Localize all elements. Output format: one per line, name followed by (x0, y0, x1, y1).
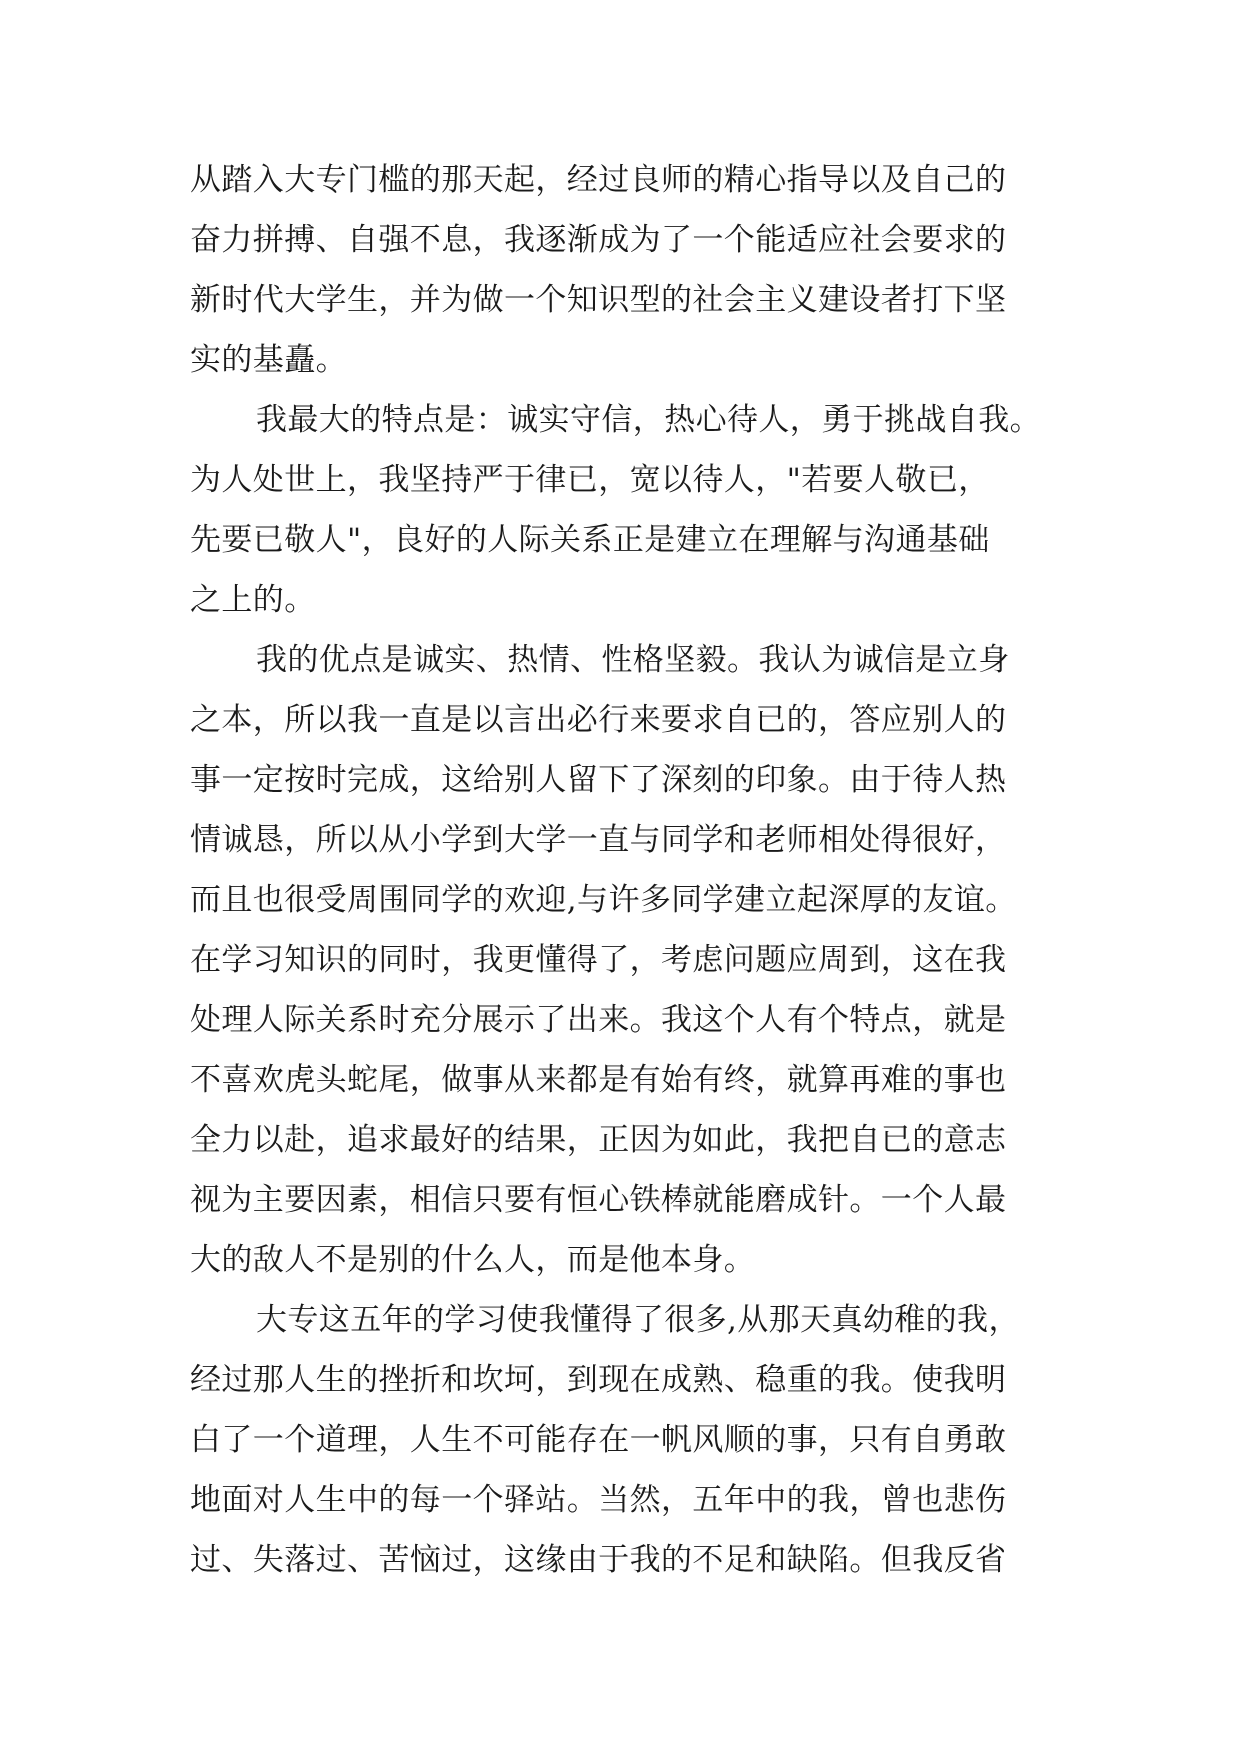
text-line: 之上的。 (190, 582, 316, 618)
document-body (190, 150, 1050, 1590)
text-line: 新时代大学生，并为做一个知识型的社会主义建设者打下坚 (190, 282, 1007, 318)
text-line: 而且也很受周围同学的欢迎,与许多同学建立起深厚的友谊。 (190, 882, 1017, 918)
text-line: 视为主要因素，相信只要有恒心铁棒就能磨成针。一个人最 (190, 1182, 1007, 1218)
text-line: 地面对人生中的每一个驿站。当然，五年中的我，曾也悲伤 (190, 1482, 1007, 1518)
text-line: 我最大的特点是：诚实守信，热心待人，勇于挑战自我。 (256, 402, 1041, 438)
text-line: 在学习知识的同时，我更懂得了，考虑问题应周到，这在我 (190, 942, 1007, 978)
text-line: 先要已敬人"，良好的人际关系正是建立在理解与沟通基础 (190, 522, 990, 558)
text-line: 过、失落过、苦恼过，这缘由于我的不足和缺陷。但我反省 (190, 1542, 1007, 1578)
paragraph-2 (190, 390, 1050, 630)
text-line: 不喜欢虎头蛇尾，做事从来都是有始有终，就算再难的事也 (190, 1062, 1007, 1098)
text-line: 情诚恳，所以从小学到大学一直与同学和老师相处得很好， (190, 822, 1007, 858)
paragraph-4 (190, 1290, 1050, 1590)
text-line: 实的基矗。 (190, 342, 347, 378)
text-line: 从踏入大专门槛的那天起，经过良师的精心指导以及自己的 (190, 162, 1007, 198)
text-line: 之本，所以我一直是以言出必行来要求自已的，答应别人的 (190, 702, 1007, 738)
text-line: 事一定按时完成，这给别人留下了深刻的印象。由于待人热 (190, 762, 1007, 798)
text-line: 奋力拼搏、自强不息，我逐渐成为了一个能适应社会要求的 (190, 222, 1007, 258)
text-line: 白了一个道理，人生不可能存在一帆风顺的事，只有自勇敢 (190, 1422, 1007, 1458)
text-line: 大的敌人不是别的什么人，而是他本身。 (190, 1242, 756, 1278)
paragraph-3 (190, 630, 1050, 1290)
text-line: 为人处世上，我坚持严于律已，宽以待人，"若要人敬已， (190, 462, 990, 498)
paragraph-1 (190, 150, 1050, 390)
text-line: 大专这五年的学习使我懂得了很多,从那天真幼稚的我， (256, 1302, 1020, 1338)
text-line: 我的优点是诚实、热情、性格坚毅。我认为诚信是立身 (256, 642, 1010, 678)
text-line: 全力以赴，追求最好的结果，正因为如此，我把自已的意志 (190, 1122, 1007, 1158)
text-line: 经过那人生的挫折和坎坷，到现在成熟、稳重的我。使我明 (190, 1362, 1007, 1398)
text-line: 处理人际关系时充分展示了出来。我这个人有个特点，就是 (190, 1002, 1007, 1038)
